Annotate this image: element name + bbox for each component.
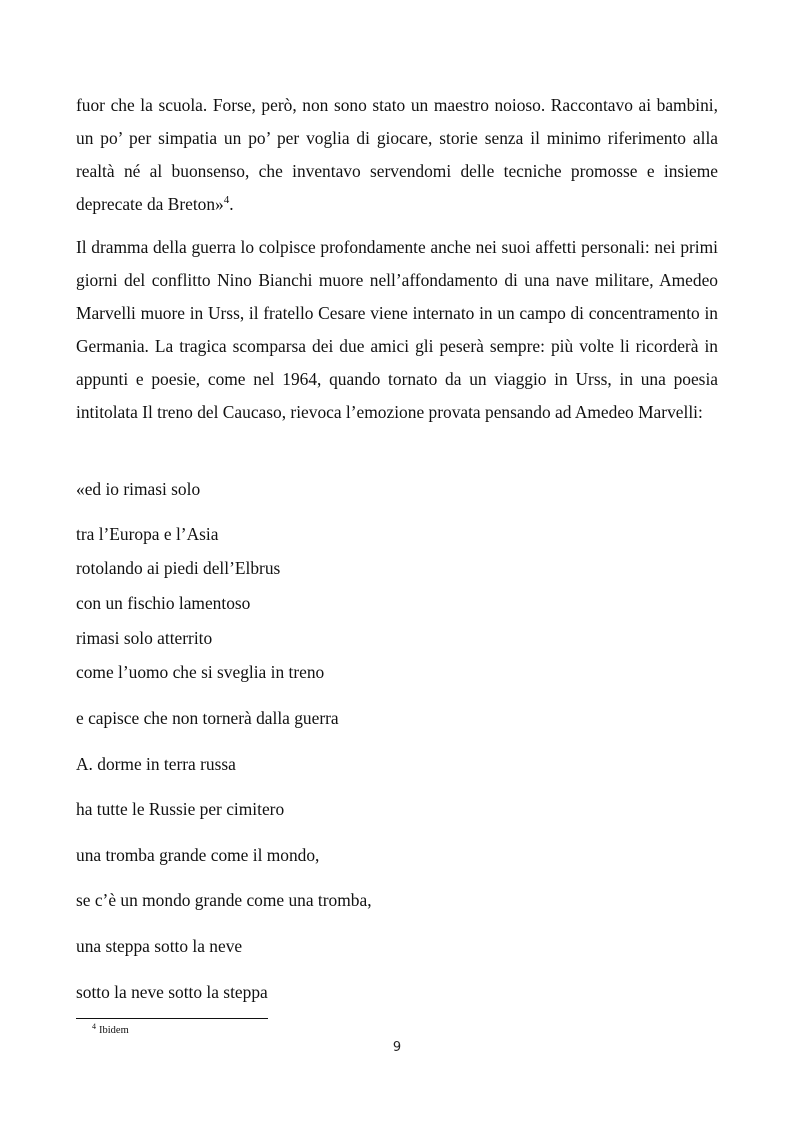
paragraph-2 — [76, 231, 718, 429]
page-number: 9 — [392, 1040, 402, 1055]
poem-line: «ed io rimasi solo — [76, 479, 201, 499]
poem-line: rimasi solo atterrito — [76, 628, 213, 648]
poem-line: sotto la neve sotto la steppa — [76, 982, 268, 1002]
poem-line: una steppa sotto la neve — [76, 936, 243, 956]
poem-line: come l’uomo che si sveglia in treno — [76, 662, 325, 682]
footnote-reference[interactable]: 4 — [223, 194, 230, 207]
poem-line: con un fischio lamentoso — [76, 593, 251, 613]
poem-line: una tromba grande come il mondo, — [76, 845, 320, 865]
paragraph-2-text: Il dramma della guerra lo colpisce profondamente anche nei suoi affetti personali: nei primi giorni del conflitto Nino Bianchi muore nell’affondamento di una nave militare, Amedeo Marvelli muore in Urss, il fratello Cesare viene internato in un campo di concentramento in Germania. La tragica scomparsa dei due amici gli peserà sempre: più volte li ricorderà in appunti e poesie, come nel 1964, quando tornato da un viaggio in Urss, in una poesia intitolata Il treno del Caucaso, rievoca l’emozione provata pensando ad Amedeo Marvelli: — [76, 237, 718, 422]
poem-line: A. dorme in terra russa — [76, 754, 236, 774]
poem-line: rotolando ai piedi dell’Elbrus — [76, 558, 281, 578]
paragraph-1 — [76, 89, 718, 221]
poem-line: se c’è un mondo grande come una tromba, — [76, 890, 372, 910]
paragraph-1-end: . — [229, 194, 234, 214]
footnote-number: 4 — [92, 1021, 96, 1031]
poem-line: ha tutte le Russie per cimitero — [76, 799, 285, 819]
poem-line: tra l’Europa e l’Asia — [76, 524, 219, 544]
footnote — [92, 1021, 129, 1038]
paragraph-1-text: fuor che la scuola. Forse, però, non sono stato un maestro noioso. Raccontavo ai bambini, un po’ per simpatia un po’ per voglia di giocare, storie senza il minimo riferimento alla realtà né al buonsenso, che inventavo servendomi delle tecniche promosse e insieme deprecate da Breton» — [76, 95, 718, 214]
footnote-separator — [76, 1018, 268, 1019]
footnote-text: Ibidem — [99, 1025, 129, 1036]
poem-line: e capisce che non tornerà dalla guerra — [76, 708, 339, 728]
